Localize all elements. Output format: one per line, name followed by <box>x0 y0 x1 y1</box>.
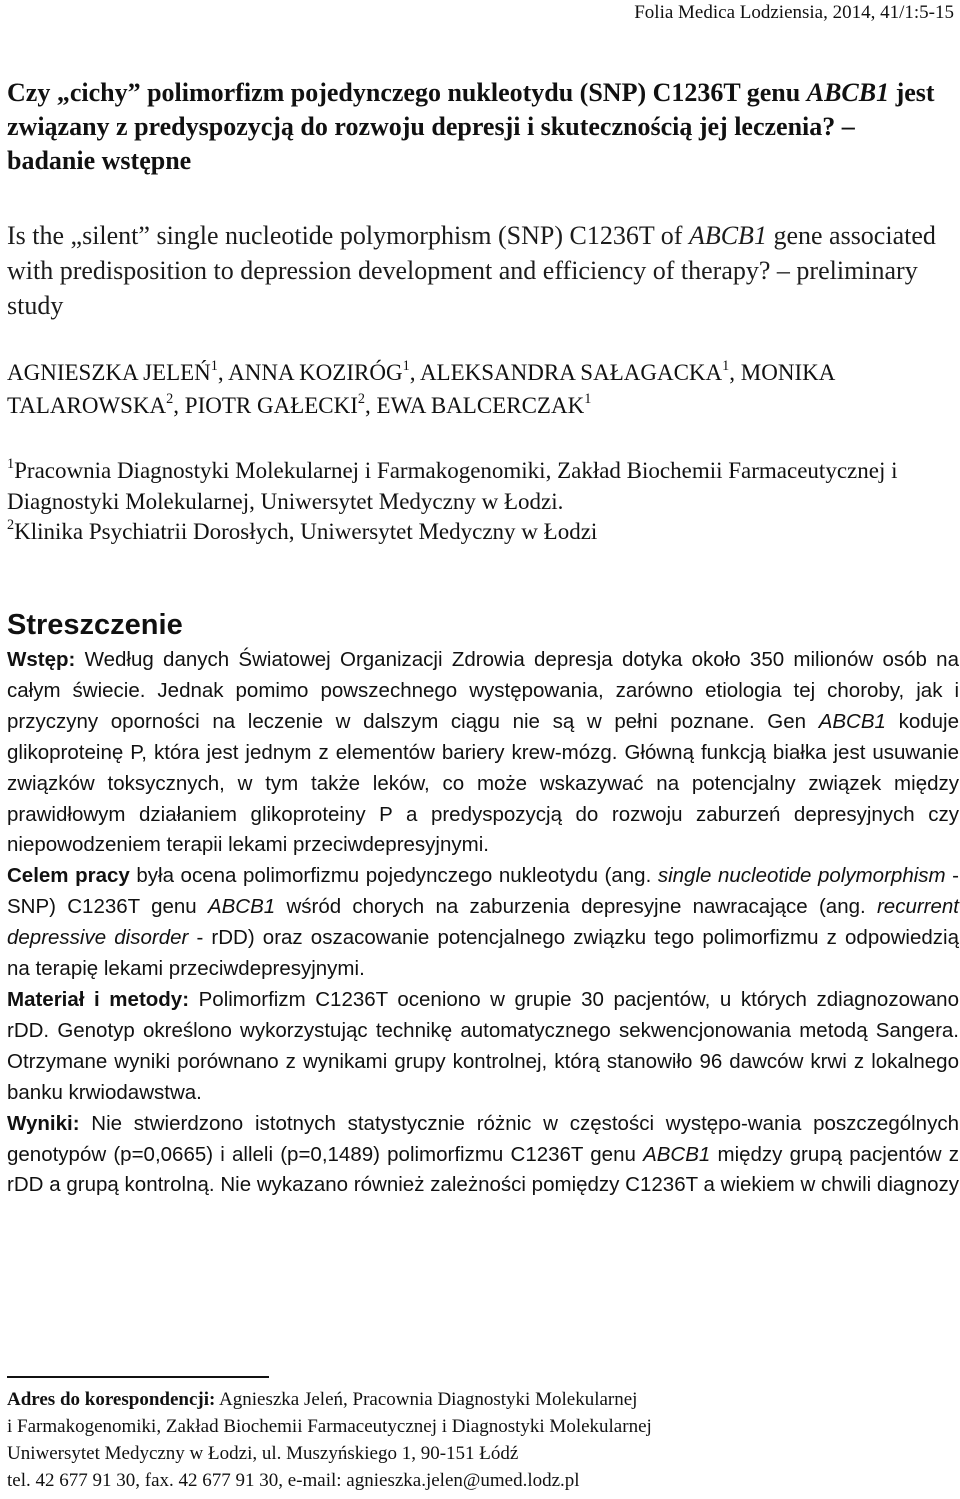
affiliation-text: Klinika Psychiatrii Dorosłych, Uniwersytet Medyczny w Łodzi <box>14 519 598 544</box>
title-polish <box>7 76 947 178</box>
correspondence-contact: tel. 42 677 91 30, fax. 42 677 91 30, e-mail: agnieszka.jelen@umed.lodz.pl <box>7 1470 580 1491</box>
author <box>228 357 410 385</box>
title-polish-part2: jest związany z predyspozycją do rozwoju depresji i skutecznością jej leczenia? – badanie wstępne <box>7 78 935 175</box>
aim-text-3: wśród chorych na zaburzenia depresyjne nawracające (ang. <box>275 895 877 919</box>
title-polish-gene: ABCB1 <box>806 78 890 107</box>
correspondence-line: Uniwersytet Medyczny w Łodzi, ul. Muszyńskiego 1, 90-151 Łódź <box>7 1443 519 1464</box>
aim-label: Celem pracy <box>7 864 130 888</box>
author <box>376 390 592 418</box>
author-affiliation-mark: 1 <box>210 357 218 374</box>
affiliation-text: Pracownia Diagnostyki Molekularnej i Farmakogenomiki, Zakład Biochemii Farmaceutycznej i Diagnostyki Molekularnej, Uniwersytet Medyczny w Łodzi. <box>7 458 898 514</box>
author-affiliation-mark: 1 <box>722 357 730 374</box>
results-text-1: Nie stwierdzono istotnych statystycznie różnic w częstości występo-wania poszczególnych genotypów (p=0,0665) i alleli (p=0,1489) polimorfizmu C1236T genu <box>7 1111 959 1166</box>
author-name: ALEKSANDRA SAŁAGACKA <box>419 360 723 385</box>
abstract-aim <box>7 861 959 985</box>
abstract-methods <box>7 985 959 1109</box>
intro-label: Wstęp: <box>7 648 76 671</box>
affiliations <box>7 456 957 548</box>
correspondence-line: i Farmakogenomiki, Zakład Biochemii Farmaceutycznej i Diagnostyki Molekularnej <box>7 1416 652 1437</box>
author-affiliation-mark: 1 <box>584 390 592 407</box>
intro-gene: ABCB1 <box>818 709 886 733</box>
intro-text-2: koduje glikoproteinę P, która jest jednym z elementów bariery krew-mózg. Główną funkcją białka jest usuwanie związków toksycznych, w tym także leków, co może wskazywać na potencjalny związek między prawidłowym działaniem glikoproteiny P a predyspozycją do rozwoju zaburzeń depresyjnych czy niepowodzeniem terapii lekami przeciwdepresyjnymi. <box>7 709 959 857</box>
footnote-divider <box>7 1376 269 1378</box>
intro-text-1: Według danych Światowej Organizacji Zdrowia depresja dotyka około 350 milionów osób na całym świecie. Jednak pomimo powszechnego występowania, zarówno etiologia tej choroby, jak i przyczyny oporności na leczenie w dalszym ciągu nie są w pełni poznane. Gen <box>7 648 959 733</box>
correspondence-label: Adres do korespondencji: <box>7 1389 216 1410</box>
correspondence-line <box>7 1386 957 1413</box>
affiliation-number: 2 <box>7 516 15 533</box>
title-polish-part1: Czy „cichy” polimorfizm pojedynczego nukleotydu (SNP) C1236T genu <box>7 78 807 107</box>
methods-label: Materiał i metody: <box>7 987 190 1011</box>
author-list: AGNIESZKA JELEŃ$^1$, ANNA KOZIRÓG$^1$, ALEKSANDRA SAŁAGACKA$^1$, MONIKA TALAROWSKA$^2$, PIOTR GAŁECKI$^2$, EWA BALCERCZAK$^1$ <box>7 357 835 418</box>
aim-text-1: była ocena polimorfizmu pojedynczego nukleotydu (ang. <box>129 864 658 888</box>
author-name: PIOTR GAŁECKI <box>184 393 358 418</box>
aim-term-1: single nucleotide polymorphism <box>657 864 946 888</box>
methods-text: Polimorfizm C1236T oceniono w grupie 30 pacjentów, u których zdiagnozowano rDD. Genotyp określono wykorzystując technikę automatycznego sekwencjonowania metodą Sangera. Otrzymane wyniki porównano z wynikami grupy kontrolnej, którą stanowiło 96 dawców krwi z lokalnego banku krwiodawstwa. <box>7 987 959 1104</box>
author-affiliation-mark: 2 <box>166 390 174 407</box>
author <box>184 390 366 418</box>
aim-term-2: recurrent depressive disorder <box>7 895 959 950</box>
affiliation-item <box>7 517 957 548</box>
author-name: EWA BALCERCZAK <box>376 393 585 418</box>
abstract-intro <box>7 645 959 861</box>
author-name: ANNA KOZIRÓG <box>228 360 403 385</box>
correspondence-text: Agnieszka Jeleń, Pracownia Diagnostyki Molekularnej <box>215 1389 638 1410</box>
results-text-2: między grupą pacjentów z rDD a grupą kontrolną. Nie wykazano również zależności pomiędzy C1236T a wiekiem w chwili diagnozy <box>7 1142 959 1197</box>
aim-text-4: - rDD) oraz oszacowanie potencjalnego związku tego polimorfizmu z odpowiedzią na terapię lekami przeciwdepresyjnymi. <box>7 926 959 981</box>
abstract-heading: Streszczenie <box>7 609 183 641</box>
abstract-body <box>7 645 959 1201</box>
title-english-gene: ABCB1 <box>688 221 767 250</box>
title-english <box>7 218 952 323</box>
aim-text-2: - SNP) C1236T genu <box>7 864 960 919</box>
author-name: MONIKA TALAROWSKA <box>7 360 835 418</box>
results-gene: ABCB1 <box>643 1142 711 1166</box>
title-english-part2: gene associated with predisposition to depression development and efficiency of therapy? – preliminary study <box>7 221 936 320</box>
abstract-results <box>7 1109 959 1202</box>
author <box>419 357 730 385</box>
author-affiliation-mark: 2 <box>357 390 366 407</box>
affiliation-number: 1 <box>7 455 15 472</box>
aim-gene: ABCB1 <box>207 895 276 919</box>
results-label: Wyniki: <box>7 1111 80 1135</box>
affiliation-item <box>7 456 957 517</box>
journal-reference: Folia Medica Lodziensia, 2014, 41/1:5-15 <box>634 2 954 23</box>
author-affiliation-mark: 1 <box>402 357 410 374</box>
title-english-part1: Is the „silent” single nucleotide polymorphism (SNP) C1236T of <box>7 221 689 250</box>
author <box>7 357 218 385</box>
author-name: AGNIESZKA JELEŃ <box>7 360 211 385</box>
correspondence-footnote <box>7 1386 957 1494</box>
